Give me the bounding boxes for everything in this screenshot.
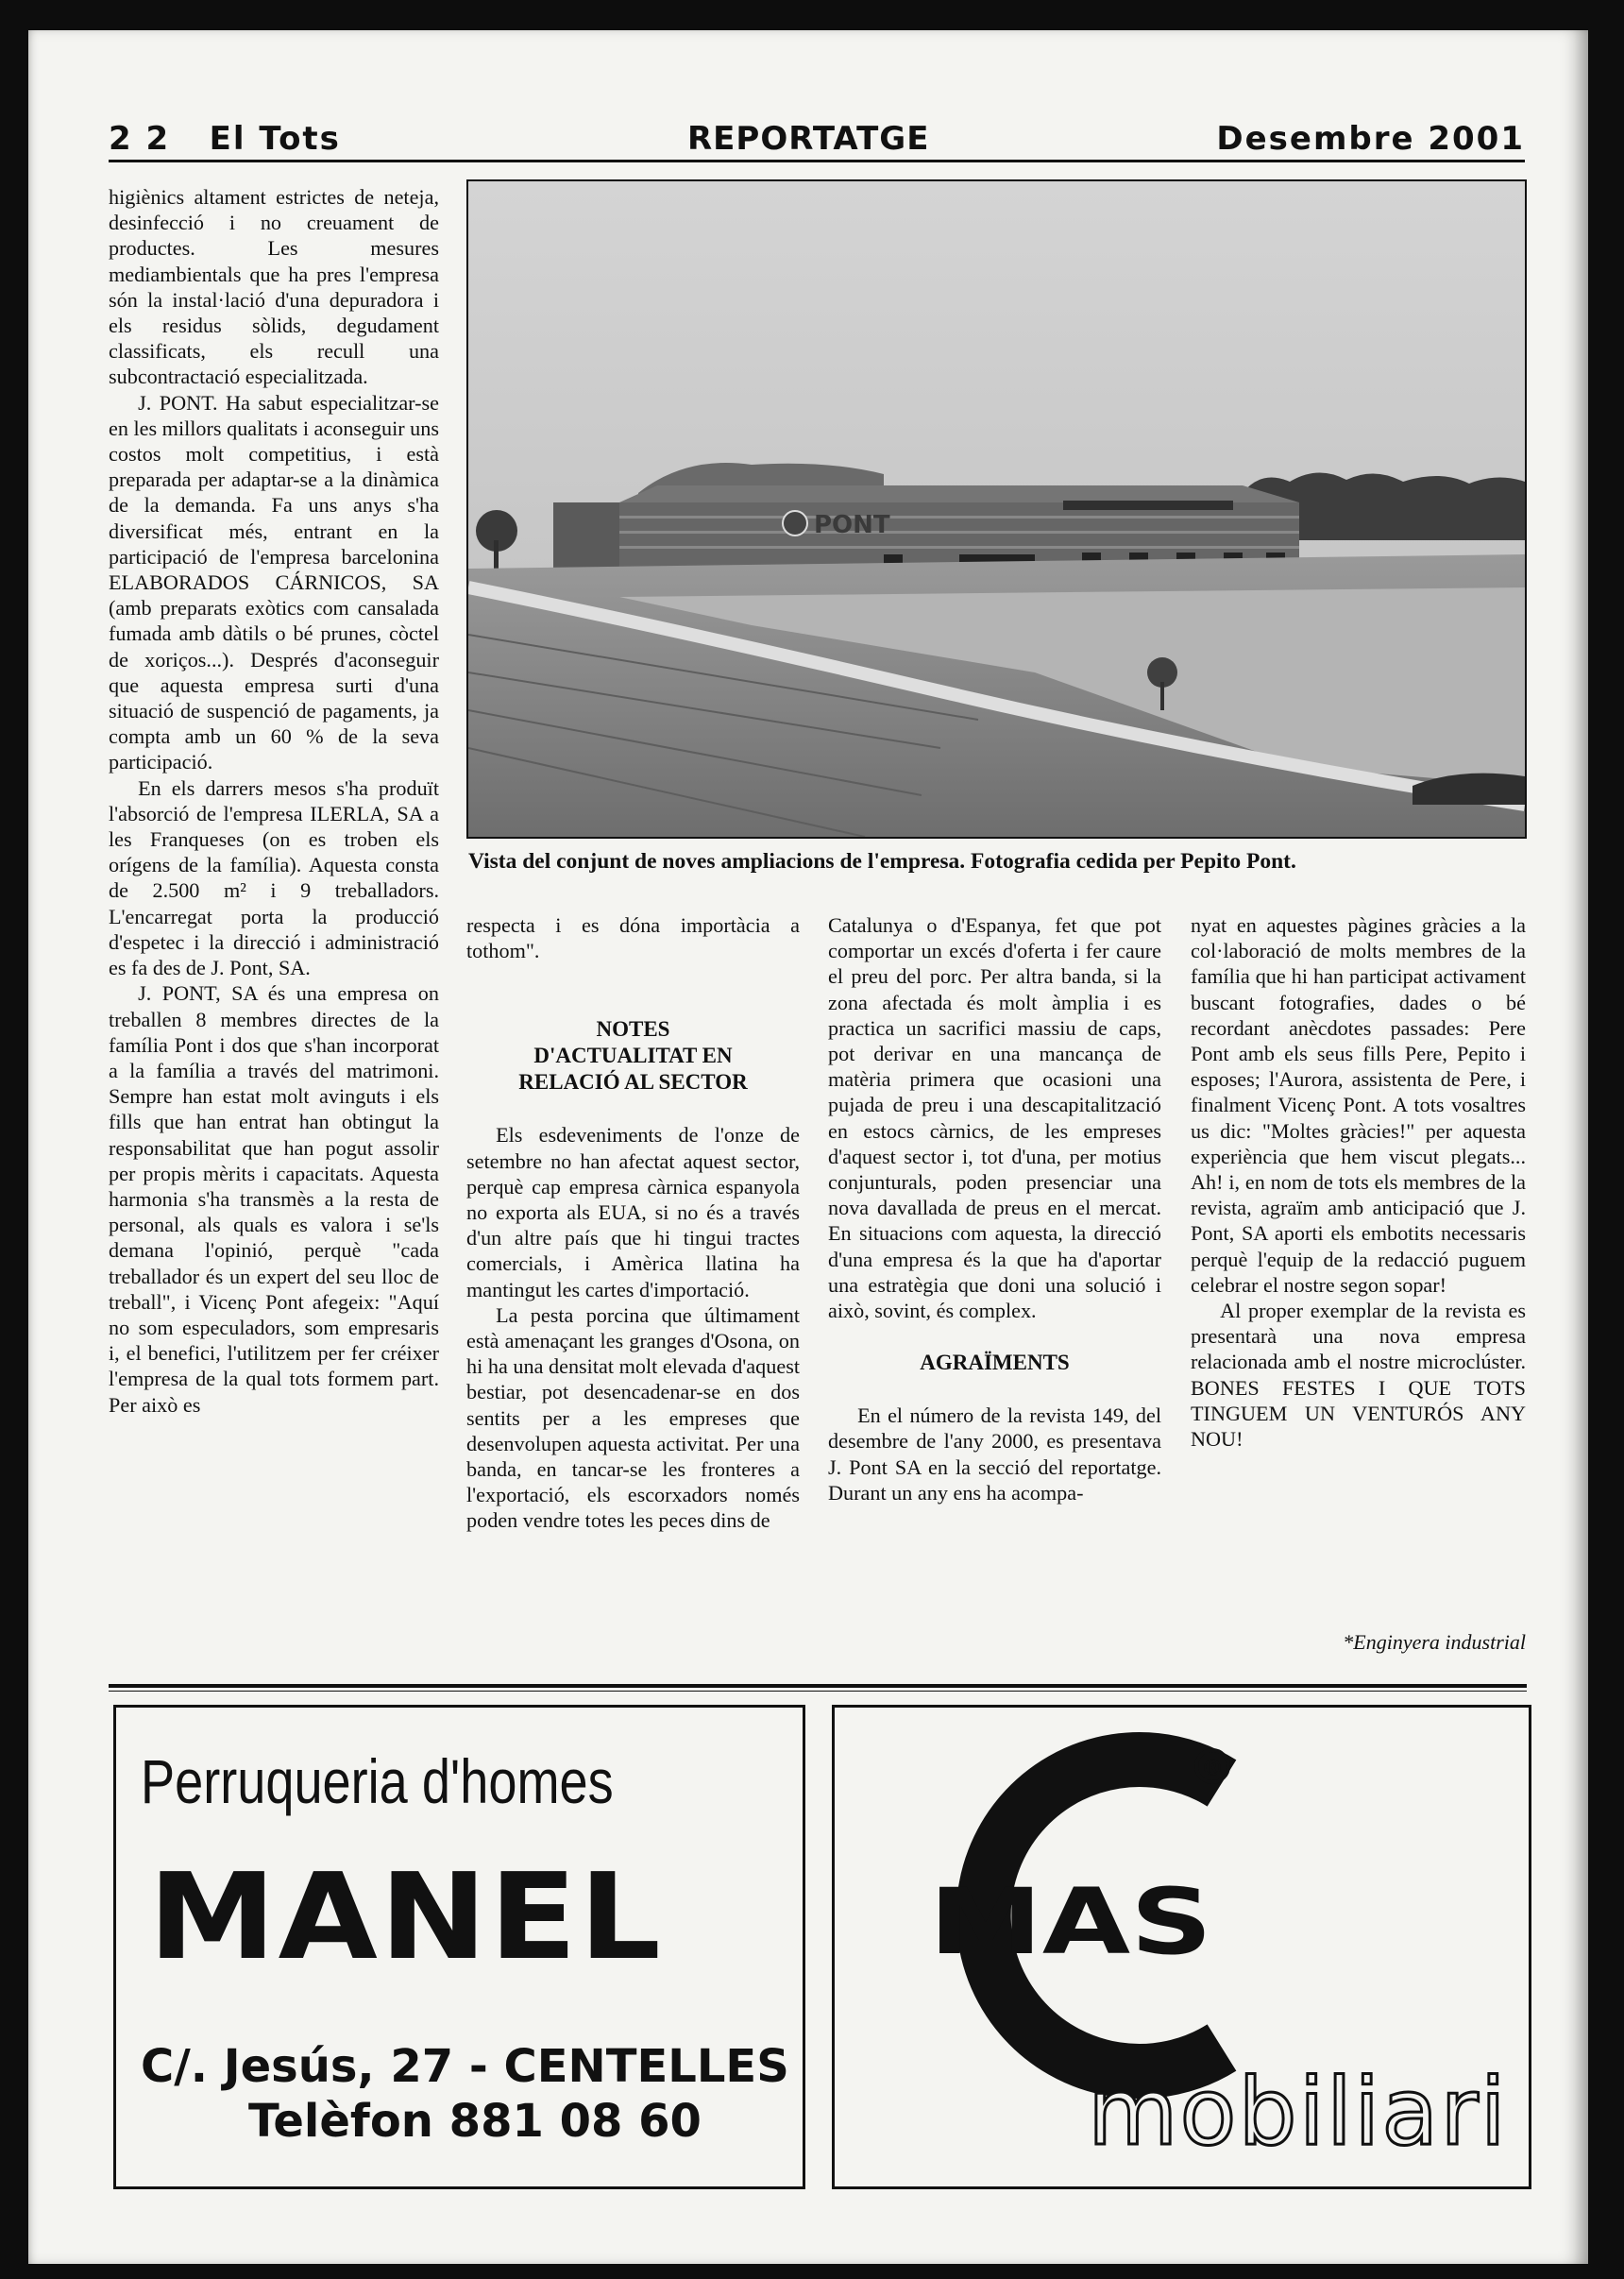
page-number-and-title [109,120,341,158]
spacer [828,1323,1161,1350]
page-number: 2 2 [109,120,171,158]
mas-brand-text: MAS [929,1869,1212,1975]
paragraph: En el número de la revista 149, del desembre de l'any 2000, es presentava J. Pont SA en la secció del reportatge. Durant un any ens ha acompa- [828,1403,1161,1505]
barber-ad [113,1705,805,2189]
paragraph: Els esdeveniments de l'onze de setembre no han afectat aquest sector, perquè cap empresa càrnica espanyola no exporta als EUA, si no és a través d'un altre país que hi tingui tractes comercials, i Amèrica llatina ha mantingut les cartes d'importació. [466,1123,800,1301]
paragraph: Catalunya o d'Espanya, fet que pot comportar un excés d'oferta i fer caure el preu del porc. Per altra banda, si la zona afectada és molt àmplia i es practica un sacrifici massiu de caps, pot derivar en una mancança de matèria primera que ocasioni una pujada de preu i una descapitalització en estocs càrnics, de les empreses d'aquest sector i, tot d'una, per motius conjunturals, poden presenciar una nova davallada de preus en el mercat. En situacions com aquesta, la direcció d'una empresa és la que ha d'aportar una estratègia que doni una solució i això, sovint, és complex. [828,913,1161,1323]
heading-line: RELACIÓ AL SECTOR [518,1070,748,1095]
heading-line: D'ACTUALITAT EN [533,1044,733,1068]
author-signature: *Enginyera industrial [1343,1630,1526,1654]
factory-photo-image [468,181,1525,837]
page-header [109,114,1525,162]
furniture-ad [832,1705,1531,2189]
spacer [466,963,800,1016]
factory-photo [466,179,1527,839]
paragraph: J. PONT. Ha sabut especialitzar-se en les millors qualitats i aconseguir uns costos molt competitius, i està preparada per adaptar-se a la dinàmica de la demanda. Fa uns anys s'ha diversificat més, entrant en la participació de l'empresa barcelonina ELABORADOS CÁRNICOS, SA (amb preparats exòtics com cansalada fumada amb dàtils o bé prunes, còctel de xoriços...). Després d'aconseguir que aquesta empresa surti d'una situació de suspenció de pagaments, ja compta amb un 60 % de la seva participació. [109,390,439,774]
barber-ad-phone: Telèfon 881 08 60 [248,2095,702,2148]
spacer [466,1096,800,1122]
section-heading-thanks: AGRAÏMENTS [920,1351,1070,1375]
registered-mark: ® [1201,1755,1224,1781]
paragraph: La pesta porcina que últimament està amenaçant les granges d'Osona, on hi ha una densitat molt elevada d'aquest bestiar, pot desencadenar-se en dos sentits per a les empreses que desenvolupen aquesta activitat. Per una banda, en tancar-se les fronteres a l'exportació, els escorxadors només poden vendre totes les peces dins de [466,1302,800,1533]
paragraph: higiènics altament estrictes de neteja, desinfecció i no creuament de productes. Les mesures mediambientals que ha pres l'empresa són la instal·lació d'una depuradora i els residus sòlids, degudament classificats, els recull una subcontractació especialitzada. [109,185,439,389]
factory-sign: PONT [814,511,890,539]
spacer [828,1376,1161,1403]
barber-ad-subtitle: Perruqueria d'homes [141,1746,614,1816]
section-heading-notes [466,1016,800,1096]
paragraph: J. PONT, SA és una empresa on treballen 8 membres directes de la família Pont i dos que s'han incorporat a la família a través del matrimoni. Sempre han estat molt avinguts i els fills que han entrat han obtingut la responsabilitat que han pogut assolir per propis mèrits i capacitats. Aquesta harmonia s'ha transmès a la resta de personal, als quals es valora i se'ls demana l'opinió, perquè "cada treballador és un expert del seu lloc de treball", i Vicenç Pont afegeix: "Aquí no som especuladors, som empresaris i, el benefici, l'utilitzem per fer créixer l'empresa de la qual tots formem part. Per això es [109,981,439,1417]
article-column-3 [828,912,1161,1668]
paragraph: nyat en aquestes pàgines gràcies a la col·laboració de molts membres de la família que hi han participat activament buscant fotografies, dades o bé recordant anècdotes passades: Pere Pont amb els seus fills Pere, Pepito i esposes; l'Aurora, assistenta de Pere, i finalment Vicenç Pont. A tots vosaltres us dic: "Moltes gràcies!" per aquesta experiència que hem viscut plegats... Ah! i, en nom de tots els membres de la revista, agraïm amb anticipació que J. Pont, SA aporti els embotits necessaris perquè l'equip de la redacció puguem celebrar el nostre segon sopar! [1191,913,1526,1297]
photo-caption: Vista del conjunt de noves ampliacions de l'empresa. Fotografia cedida per Pepito Pont. [468,849,1296,874]
paragraph: Al proper exemplar de la revista es presentarà una nova empresa relacionada amb el nostre microclúster. BONES FESTES I QUE TOTS TINGUEM UN VENTURÓS ANY NOU! [1191,1299,1526,1452]
divider [109,1684,1527,1688]
article-column-2 [466,912,800,1668]
paragraph: En els darrers mesos s'ha produït l'absorció de l'empresa ILERLA, SA a les Franqueses (on es troben els orígens de la família). Aquesta consta de 2.500 m² i 9 treballadors. L'encarregat porta la producció d'espetec i la direcció i administració es fa des de J. Pont, SA. [109,775,439,980]
section-title: REPORTATGE [687,120,930,158]
publication-name: El Tots [209,120,341,158]
barber-ad-address: C/. Jesús, 27 - CENTELLES [141,2040,789,2093]
article-column-4 [1191,912,1526,1668]
furniture-ad-tagline: mobiliari [1088,2059,1508,2167]
paragraph: respecta i es dóna importàcia a tothom". [466,913,800,963]
issue-date: Desembre 2001 [1216,120,1525,158]
divider [109,1691,1527,1692]
article-column-1 [109,184,439,1667]
barber-ad-name: MANEL [148,1847,664,1986]
heading-line: NOTES [596,1017,670,1042]
